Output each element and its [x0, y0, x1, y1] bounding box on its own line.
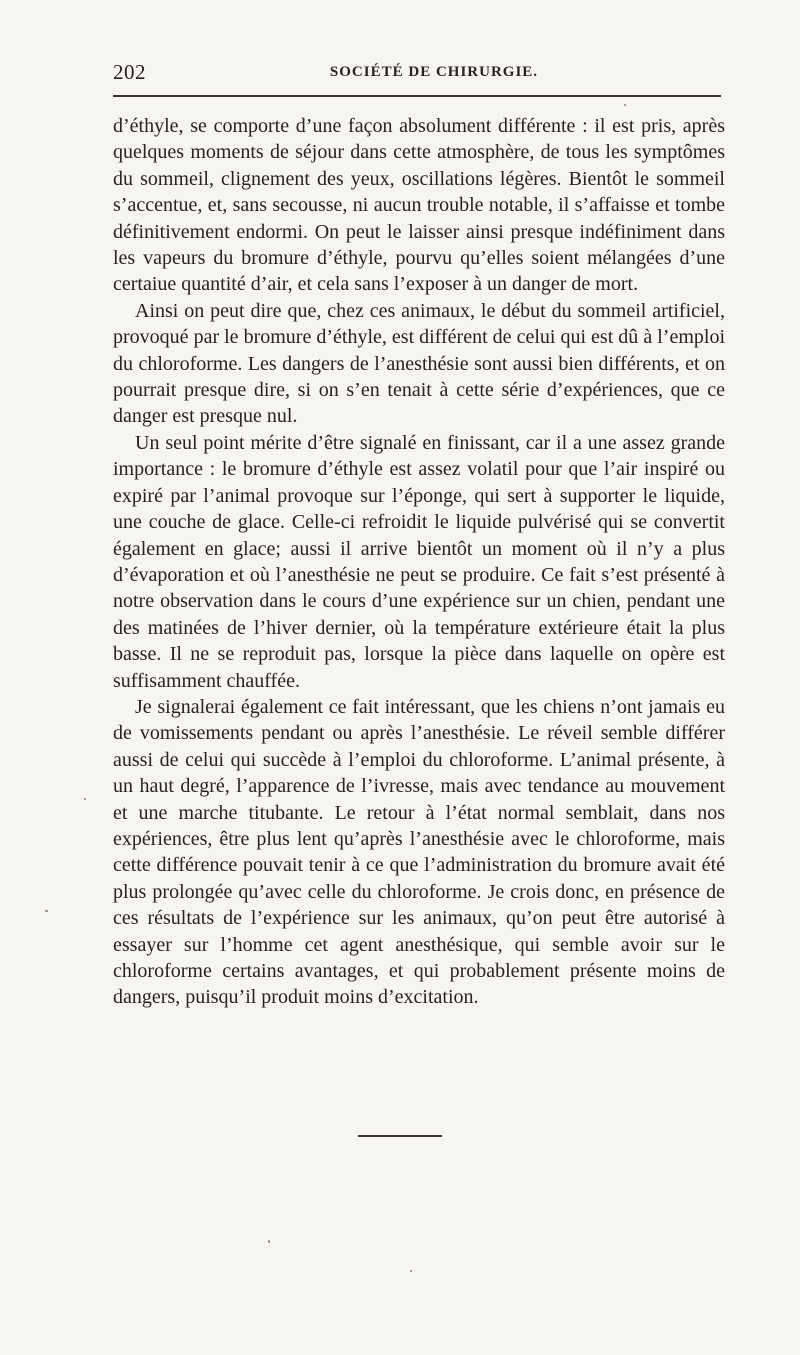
paragraph: Un seul point mérite d’être signalé en finissant, car il a une assez grande importance : le bromure d’éthyle est assez volatil pour que l’air inspiré ou expiré par l’animal provoque sur l’éponge, qui sert à supporter le liquide, une couche de glace. Celle-ci refroidit le liquide pulvérisé qui se convertit également en glace; aussi il arrive bientôt un moment où il n’y a plus d’évaporation et où l’anesthésie ne peut se produire. Ce fait s’est présenté à notre observation dans le cours d’une expérience sur un chien, pendant une des matinées de l’hiver dernier, où la température extérieure était la plus basse. Il ne se reproduit pas, lorsque la pièce dans laquelle on opère est suffisamment chauffée.	[113, 431, 725, 692]
end-rule	[358, 1135, 442, 1137]
page-number: 202	[113, 60, 146, 84]
header-rule	[113, 95, 721, 97]
scan-speck	[624, 104, 626, 106]
scan-speck	[84, 798, 86, 800]
paragraph: Je signalerai également ce fait intéressant, que les chiens n’ont jamais eu de vomissements pendant ou après l’anesthésie. Le réveil semble différer aussi de celui qui succède à l’emploi du chloroforme. L’animal présente, à un haut degré, l’apparence de l’ivresse, mais avec tendance au mouvement et une marche titubante. Le retour à l’état normal semblait, dans nos expériences, être plus lent qu’après l’anesthésie avec le chloroforme, mais cette différence pouvait tenir à ce que l’administration du bromure avait été plus prolongée qu’avec celle du chloroforme. Je crois donc, en présence de ces résultats de l’expérience sur les animaux, qu’on peut être autorisé à essayer sur l’homme cet agent anesthésique, qui semble avoir sur le chloroforme certains avantages, et qui probablement présente moins de dangers, puisqu’il produit moins d’excitation.	[113, 695, 725, 1009]
scan-speck	[410, 1270, 412, 1272]
body-text	[113, 113, 725, 1011]
page-header	[113, 60, 725, 90]
scan-speck	[268, 1240, 270, 1243]
running-title: SOCIÉTÉ DE CHIRURGIE.	[329, 64, 539, 80]
scan-speck	[45, 910, 48, 912]
paragraph-continued: d’éthyle, se comporte d’une façon absolument différente : il est pris, après quelques moments de séjour dans cette atmosphère, de tous les symptômes du sommeil, clignement des yeux, oscillations légères. Bientôt le sommeil s’accentue, et, sans secousse, ni aucun trouble notable, il s’affaisse et tombe définitivement endormi. On peut le laisser ainsi presque indéfiniment dans les vapeurs du bromure d’éthyle, pourvu qu’elles soient mélangées d’une certaiue quantité d’air, et cela sans l’exposer à un danger de mort.	[113, 115, 725, 296]
paragraph: Ainsi on peut dire que, chez ces animaux, le début du sommeil artificiel, provoqué par le bromure d’éthyle, est différent de celui qui est dû à l’emploi du chloroforme. Les dangers de l’anesthésie sont aussi bien différents, et on pourrait presque dire, si on s’en tenait à cette série d’expériences, que ce danger est presque nul.	[113, 299, 725, 428]
